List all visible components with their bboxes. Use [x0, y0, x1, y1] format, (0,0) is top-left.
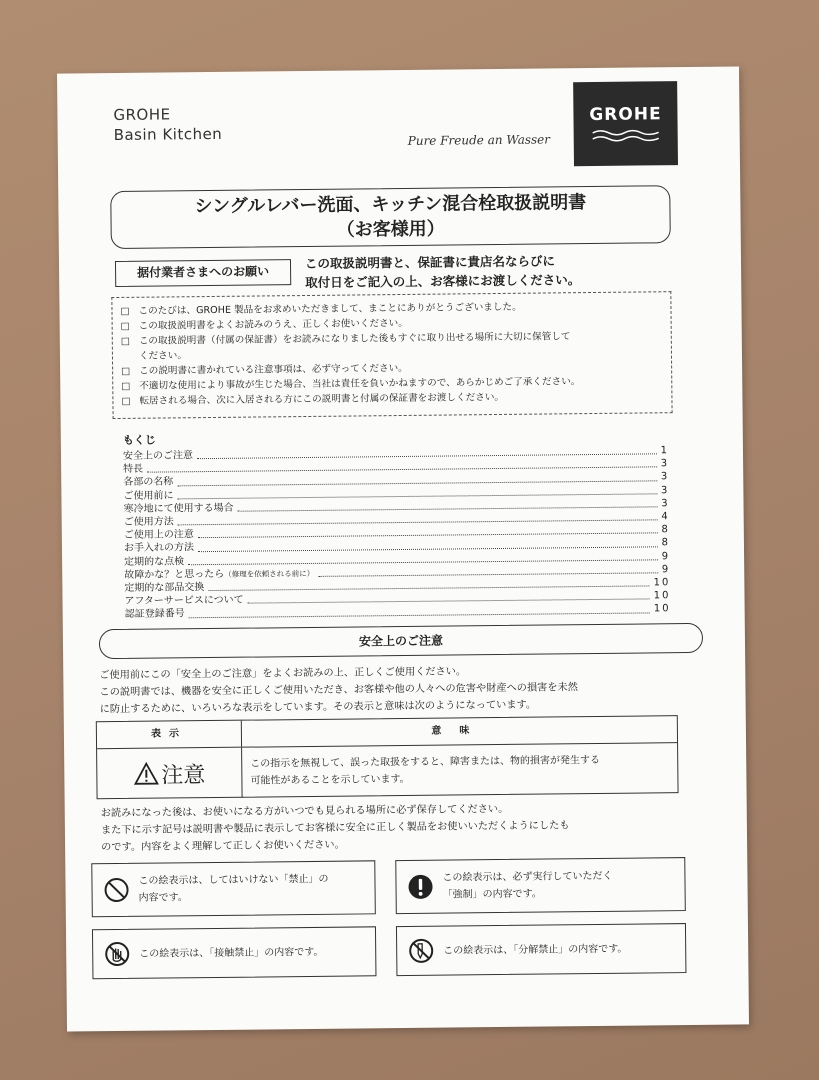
caution-symbol-cell	[97, 748, 243, 800]
toc-page: 3	[660, 471, 670, 483]
toc-heading: もくじ	[122, 433, 156, 447]
exclamation-mandatory-icon	[406, 873, 434, 901]
toc-title: 特長	[123, 463, 144, 476]
notice-list	[111, 291, 672, 419]
document-title	[110, 185, 671, 249]
toc-title: 安全上のご注意	[122, 450, 194, 462]
toc-page: 8	[661, 524, 670, 536]
toc-title: ご使用上の注意	[123, 529, 194, 542]
toc-leader	[318, 563, 658, 577]
title-line-1: シングルレバー洗面、キッチン混合栓取扱説明書	[194, 192, 587, 218]
installer-message-line-1: この取扱説明書と、保証書に貴店名ならびに	[304, 253, 556, 272]
notice-item: □ 転居される場合、次に入居される方にこの説明書と付属の保証書をお渡しください。	[121, 391, 505, 407]
no-touch-hand-icon	[103, 940, 131, 968]
safety-intro-line: に防止するために、いろいろな表示をしています。その表示と意味は次のようになっています。	[99, 699, 537, 716]
table-of-contents	[123, 427, 671, 621]
safety-intro-line: この説明書では、機器を安全に正しくご使用いただき、お客様や他の人々への危害や財産への損害を未然	[99, 682, 578, 699]
toc-title: アフターサービスについて	[124, 594, 244, 608]
notice-item: □ この取扱説明書（付属の保証書）をお読みになりました後もすぐに取り出せる場所に大切に保管して	[120, 331, 571, 347]
symbol-prohibited: この絵表示は、してはいけない「禁止」の 内容です。	[91, 860, 376, 917]
toc-page: 3	[661, 498, 670, 510]
grohe-logo	[573, 81, 678, 166]
header-meaning: 意味	[431, 725, 488, 737]
instruction-sheet	[57, 66, 749, 1031]
installer-request-label: 据付業者さまへのお願い	[115, 259, 291, 287]
product-line: Basin Kitchen	[113, 124, 223, 145]
toc-page: 10	[653, 590, 671, 602]
after-reading-note: お読みになった後は、お使いになる方がいつでも見られる場所に必ず保存してください。 また下に示す記号は説明書や製品に表示してお客様に安全に正しく製品をお使いいただくようにしたも のです。内容をよく理解して正しくお使いください。	[100, 803, 570, 854]
brand-line: GROHE	[113, 105, 171, 125]
symbol-mandatory: この絵表示は、必ず実行していただく 「強制」の内容です。	[395, 857, 686, 914]
checkbox-icon: □	[121, 380, 131, 392]
brand-tagline: Pure Freude an Wasser	[407, 132, 551, 148]
toc-page: 3	[660, 484, 670, 496]
checkbox-icon: □	[121, 395, 131, 407]
toc-page: 3	[660, 458, 670, 470]
product-heading	[113, 104, 222, 145]
logo-text: GROHE	[589, 104, 662, 126]
toc-title: 故障かな？と思ったら（修理を依頼される前に）	[124, 568, 315, 581]
toc-title: ご使用方法	[123, 516, 174, 528]
caution-meaning-cell: この指示を無視して、誤った取扱をすると、障害または、物的損害が発生する 可能性があることを示しています。	[250, 754, 601, 787]
no-disassembly-icon	[407, 937, 435, 965]
wave-icon	[591, 128, 661, 143]
toc-title: 定期的な点検	[124, 555, 185, 568]
toc-title: お手入れの方法	[123, 542, 195, 555]
toc-page: 4	[661, 511, 670, 523]
checkbox-icon: □	[121, 365, 131, 377]
toc-page: 8	[661, 537, 671, 549]
notice-item: □ この取扱説明書をよくお読みのうえ、正しくお使いください。	[120, 317, 408, 332]
notice-item: □ このたびは、GROHE 製品をお求めいただきまして、まことにありがとうございました。	[120, 301, 522, 317]
toc-title: 定期的な部品交換	[124, 582, 205, 594]
checkbox-icon: □	[120, 320, 130, 332]
toc-page: 9	[661, 564, 671, 576]
header-display: 表示	[97, 721, 242, 749]
prohibited-icon	[102, 876, 130, 904]
table-row	[97, 743, 677, 799]
toc-list	[123, 444, 671, 621]
symbol-no-disassembly: この絵表示は、「分解禁止」の内容です。	[396, 923, 687, 976]
toc-page: 1	[660, 445, 670, 457]
installer-request-message	[305, 251, 580, 292]
toc-page: 10	[653, 577, 671, 589]
toc-page: 9	[661, 550, 671, 562]
checkbox-icon: □	[120, 335, 130, 347]
toc-title: 各部の名称	[123, 476, 174, 489]
notice-item-continuation: ください。	[138, 350, 187, 362]
safety-intro	[99, 662, 578, 718]
safety-section-title: 安全上のご注意	[99, 623, 703, 659]
warning-triangle-icon	[133, 762, 159, 786]
safety-intro-line: ご使用前にこの「安全上のご注意」をよくお読みの上、正しくご使用ください。	[99, 666, 467, 682]
checkbox-icon: □	[120, 305, 130, 317]
notice-item: □ この説明書に書かれている注意事項は、必ず守ってください。	[121, 362, 408, 377]
toc-title: ご使用前に	[123, 490, 174, 502]
toc-page: 10	[653, 603, 671, 615]
symbol-no-touch: この絵表示は、「接触禁止」の内容です。	[92, 926, 377, 979]
caution-label: 注意	[161, 762, 206, 789]
installer-message-line-2: 取付日をご記入の上、お客様にお渡しください。	[305, 272, 581, 291]
display-meaning-table	[96, 715, 679, 799]
notice-item: □ 不適切な使用により事故が生じた場合、当社は責任を負いかねますので、あらかじめご了承ください。	[121, 376, 581, 392]
toc-title: 寒冷地にて使用する場合	[123, 502, 234, 515]
title-line-2: （お客様用）	[336, 218, 445, 241]
toc-title: 認証登録番号	[124, 608, 185, 621]
